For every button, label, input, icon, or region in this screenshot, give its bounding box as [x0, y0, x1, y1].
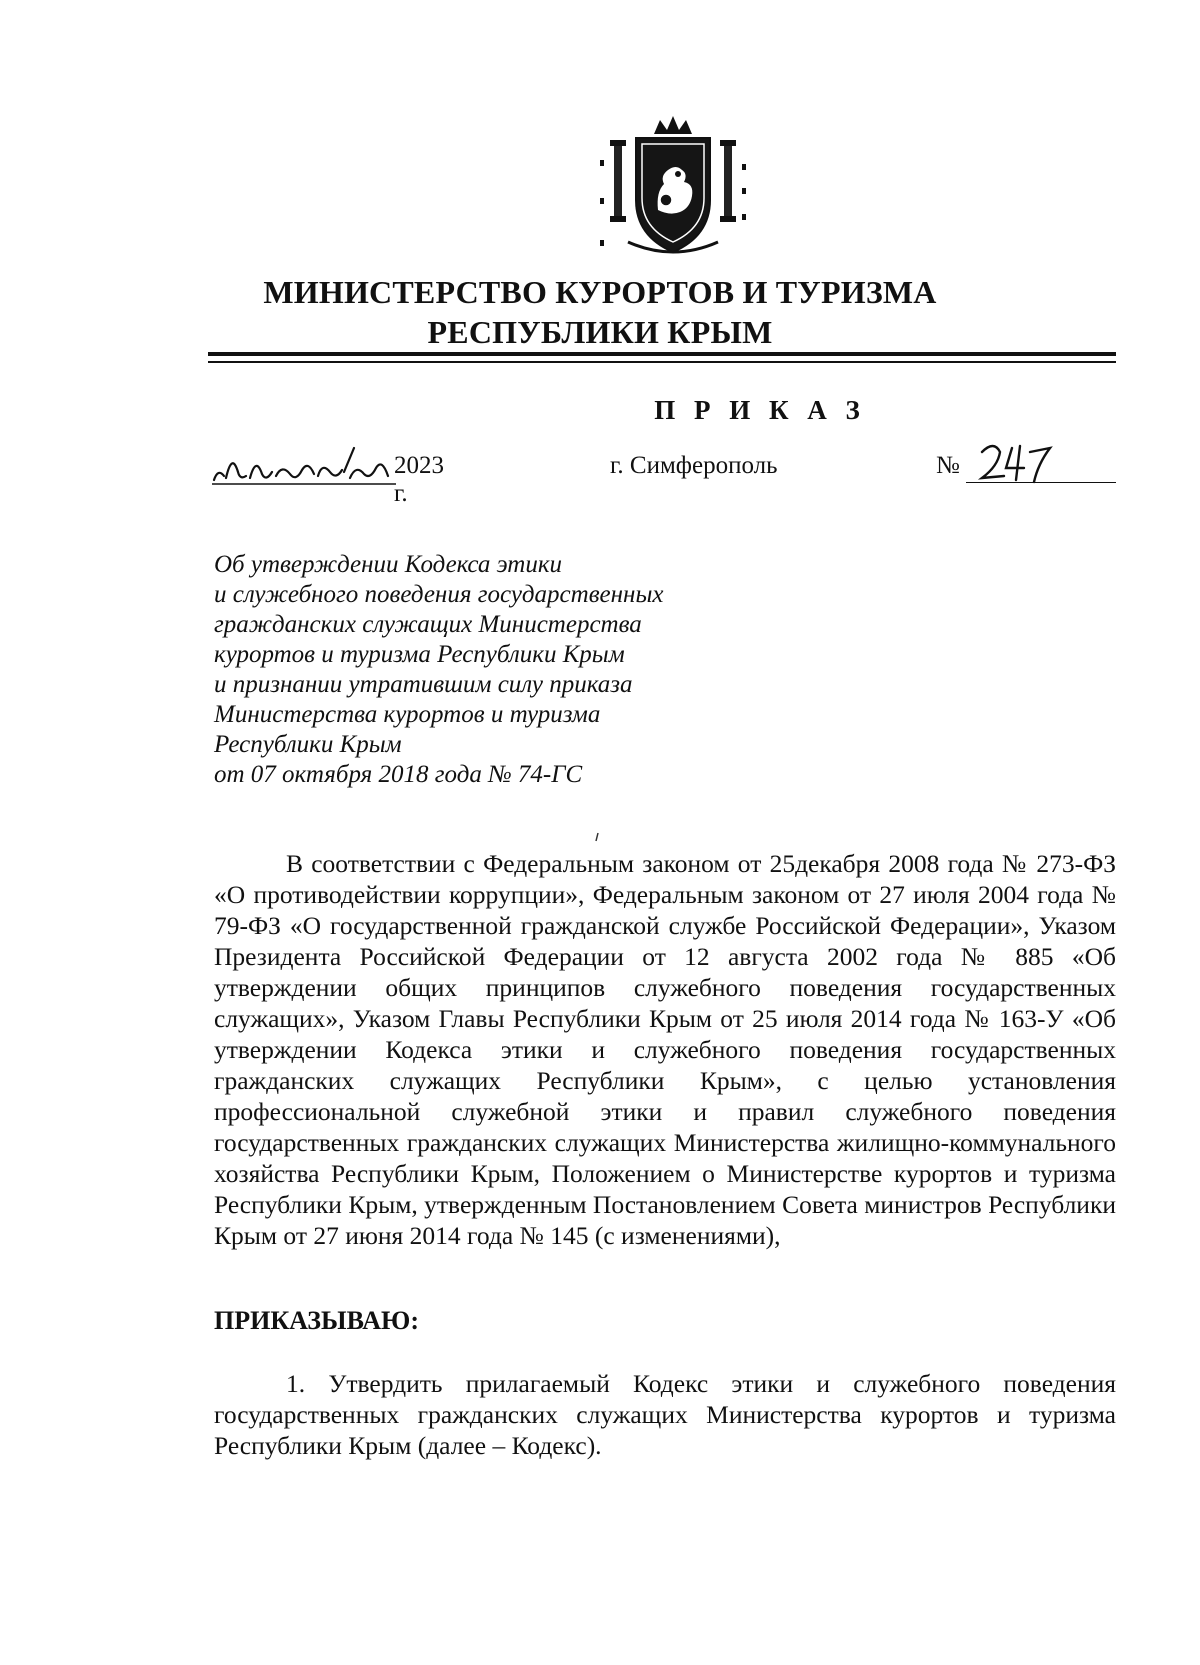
- order-city: г. Симферополь: [610, 452, 778, 479]
- scan-mark: [594, 832, 600, 842]
- header-rule-thin: [208, 361, 1116, 363]
- subject-line: Министерства курортов и туризма: [214, 701, 601, 728]
- ministry-name-line1: МИНИСТЕРСТВО КУРОРТОВ И ТУРИЗМА: [263, 274, 937, 310]
- preamble-paragraph: В соответствии с Федеральным законом от 25декабря 2008 года № 273-ФЗ «О противодействии коррупции», Федеральным законом от 27 июля 2004 года № 79-ФЗ «О государственной гражданской службе Российской Федерации», Указом Президента Российской Федерации от 12 августа 2002 года № 885 «Об утверждении общих принципов служебного поведения государственных служащих», Указом Главы Республики Крым от 25 июля 2014 года № 163-У «Об утверждении Кодекса этики и служебного поведения государственных гражданских служащих Республики Крым», с целью установления профессиональной служебной этики и правил служебного поведения государственных гражданских служащих Министерства жилищно-коммунального хозяйства Республики Крым, Положением о Министерстве курортов и туризма Республики Крым, утвержденным Постановлением Совета министров Республики Крым от 27 июня 2014 года № 145 (с изменениями),: [214, 849, 1116, 1250]
- subject-line: и служебного поведения государственных: [214, 581, 664, 608]
- ministry-name-line2: РЕСПУБЛИКИ КРЫМ: [427, 314, 773, 350]
- order-year: 2023 г.: [394, 452, 444, 507]
- order-number: [936, 452, 1118, 488]
- handwritten-date: [210, 442, 400, 488]
- crimea-coat-of-arms-icon: [598, 112, 748, 262]
- subject-line: и признании утратившим силу приказа: [214, 671, 633, 698]
- ministry-name: [200, 272, 1000, 352]
- order-title: П Р И К А З: [654, 395, 866, 425]
- order-date: [208, 450, 458, 507]
- subject-line: гражданских служащих Министерства: [214, 611, 642, 638]
- subject-line: курортов и туризма Республики Крым: [214, 641, 625, 668]
- order-subject: [214, 550, 734, 790]
- order-item: 1. Утвердить прилагаемый Кодекс этики и служебного поведения государственных гражданских служащих Министерства курортов и туризма Республики Крым (далее – Кодекс).: [214, 1369, 1116, 1460]
- subject-line: Республики Крым: [214, 731, 402, 758]
- order-meta-row: [208, 444, 1116, 507]
- order-verb: ПРИКАЗЫВАЮ:: [214, 1306, 419, 1335]
- header-rule-thick: [208, 352, 1116, 356]
- handwritten-number: [976, 438, 1066, 484]
- subject-line: Об утверждении Кодекса этики: [214, 551, 563, 578]
- subject-line: от 07 октября 2018 года № 74-ГС: [214, 761, 583, 788]
- number-sign: №: [936, 452, 960, 479]
